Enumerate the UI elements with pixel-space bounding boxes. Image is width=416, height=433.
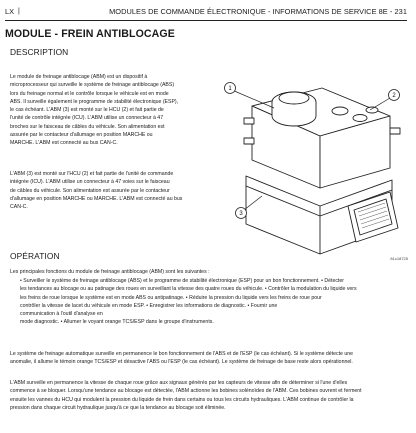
text-line: MARCHE. L'ABM est connecté au bus CAN-C.	[10, 140, 118, 147]
port-1	[332, 107, 348, 115]
header-separator: |	[18, 8, 20, 15]
motor-body	[272, 102, 316, 126]
text-line: communication à l'outil d'analyse en	[20, 311, 103, 318]
operation-bullets	[20, 277, 357, 327]
figure-ref: 81c18725	[390, 256, 408, 261]
text-line: l'unité de contrôle intégrée (ICU). L'ABM utilise un connecteur à 47	[10, 115, 164, 122]
abm-hcu-figure	[222, 78, 410, 263]
callout-2-leader	[370, 98, 390, 110]
text-line: les freins de roue lorsque le système est en mode ABS ou antipatinage. • Réduire la pression du liquide vers les freins de roue pour	[20, 294, 322, 301]
text-line: les tendances au blocage ou au patinage des roues en surveillant la vitesse des quatre roues du véhicule. • Contrôler la modulation du liquide vers	[20, 286, 357, 293]
text-line: contrôler la vitesse de lacet du véhicule en mode ESP. • Enregistrer les informations de diagnostic. • Fournir une	[20, 302, 278, 309]
text-line: pression dans chaque circuit hydraulique jusqu'à ce que la tendance au blocage soit éliminée.	[10, 404, 226, 411]
operation-paragraph-3	[10, 379, 362, 412]
text-line: microprocesseur qui surveille le système de freinage antiblocage (ABS)	[10, 82, 175, 89]
text-line: • Surveiller le système de freinage antiblocage (ABS) et le programme de stabilité électronique (ESP) pour un bon fonctionnement. • Détecter	[20, 278, 344, 284]
pin-left	[244, 118, 254, 124]
text-line: Le système de freinage automatique surveille en permanence le bon fonctionnement de l'ABS et de l'ESP (le cas échéant). Si le système détecte une	[10, 351, 354, 357]
text-line: broches sur le faisceau de câbles du véhicule. Son alimentation est	[10, 123, 165, 130]
callout-3-label: 3	[239, 211, 243, 218]
text-line: anomalie, il allume le témoin orange TCS/ESP et désactive l'ABS ou l'ESP (le cas échéant). Le système de freinage de base reste alors opérationnel.	[10, 359, 353, 366]
motor-top	[279, 92, 309, 104]
description-heading: DESCRIPTION	[10, 47, 69, 57]
page-header	[5, 7, 407, 19]
text-line: d'allumage en position MARCHE ou MARCHE. L'ABM est connecté au bus	[10, 195, 183, 202]
pin-left-2	[244, 138, 254, 144]
operation-paragraph-2	[10, 350, 353, 367]
operation-heading: OPÉRATION	[10, 251, 60, 261]
text-line: intégrée (ICU). L'ABM utilise un connecteur à 47 voies sur le faisceau	[10, 179, 170, 186]
description-paragraph-1	[10, 73, 178, 148]
text-line: commence à se bloquer. Lorsqu'une tendance au blocage est détectée, l'ABM actionne les bobines solénoïdes de l'ABM. Ces bobines ouvrent et ferment	[10, 388, 362, 395]
text-line: le cas échéant. L'ABM (3) est monté sur le HCU (2) et fait partie de	[10, 107, 164, 114]
header-title: MODULES DE COMMANDE ÉLECTRONIQUE - INFORMATIONS DE SERVICE 8E - 231	[109, 7, 407, 16]
description-paragraph-2	[10, 170, 182, 211]
operation-intro: Les principales fonctions du module de freinage antiblocage (ABM) sont les suivantes :	[10, 269, 210, 275]
text-line: CAN-C.	[10, 204, 28, 211]
header-rule	[5, 20, 407, 21]
section-title: MODULE - FREIN ANTIBLOCAGE	[5, 28, 175, 40]
text-line: lors du freinage normal et le contrôle lorsque le véhicule est en mode	[10, 90, 169, 97]
text-line: ABS. Il surveille également le programme de stabilité électronique (ESP),	[10, 98, 179, 105]
text-line: L'ABM (3) est monté sur l'HCU (2) et fait partie de l'unité de commande	[10, 171, 174, 177]
text-line: ensuite les vannes du HCU qui modulent la pression du liquide de frein dans certains ou tous les circuits hydrauliques. L'ABM continue de contrôler la	[10, 396, 354, 403]
callout-2-label: 2	[392, 93, 396, 100]
text-line: de câbles du véhicule. Son alimentation est assurée par le contacteur	[10, 187, 170, 194]
text-line: assurée par le contacteur d'allumage en position MARCHE ou	[10, 132, 153, 139]
header-section-code: LX	[5, 7, 15, 16]
text-line: L'ABM surveille en permanence la vitesse de chaque roue grâce aux signaux générés par les capteurs de vitesse afin de déterminer si l'une d'elles	[10, 380, 348, 386]
text-line: mode diagnostic. • Allumer le voyant orange TCS/ESP dans le groupe d'instruments.	[20, 319, 214, 326]
port-3	[366, 107, 378, 113]
callout-1-label: 1	[228, 86, 232, 93]
text-line: Le module de freinage antiblocage (ABM) est un dispositif à	[10, 74, 148, 80]
pin-right	[390, 128, 400, 134]
port-2	[353, 115, 367, 122]
